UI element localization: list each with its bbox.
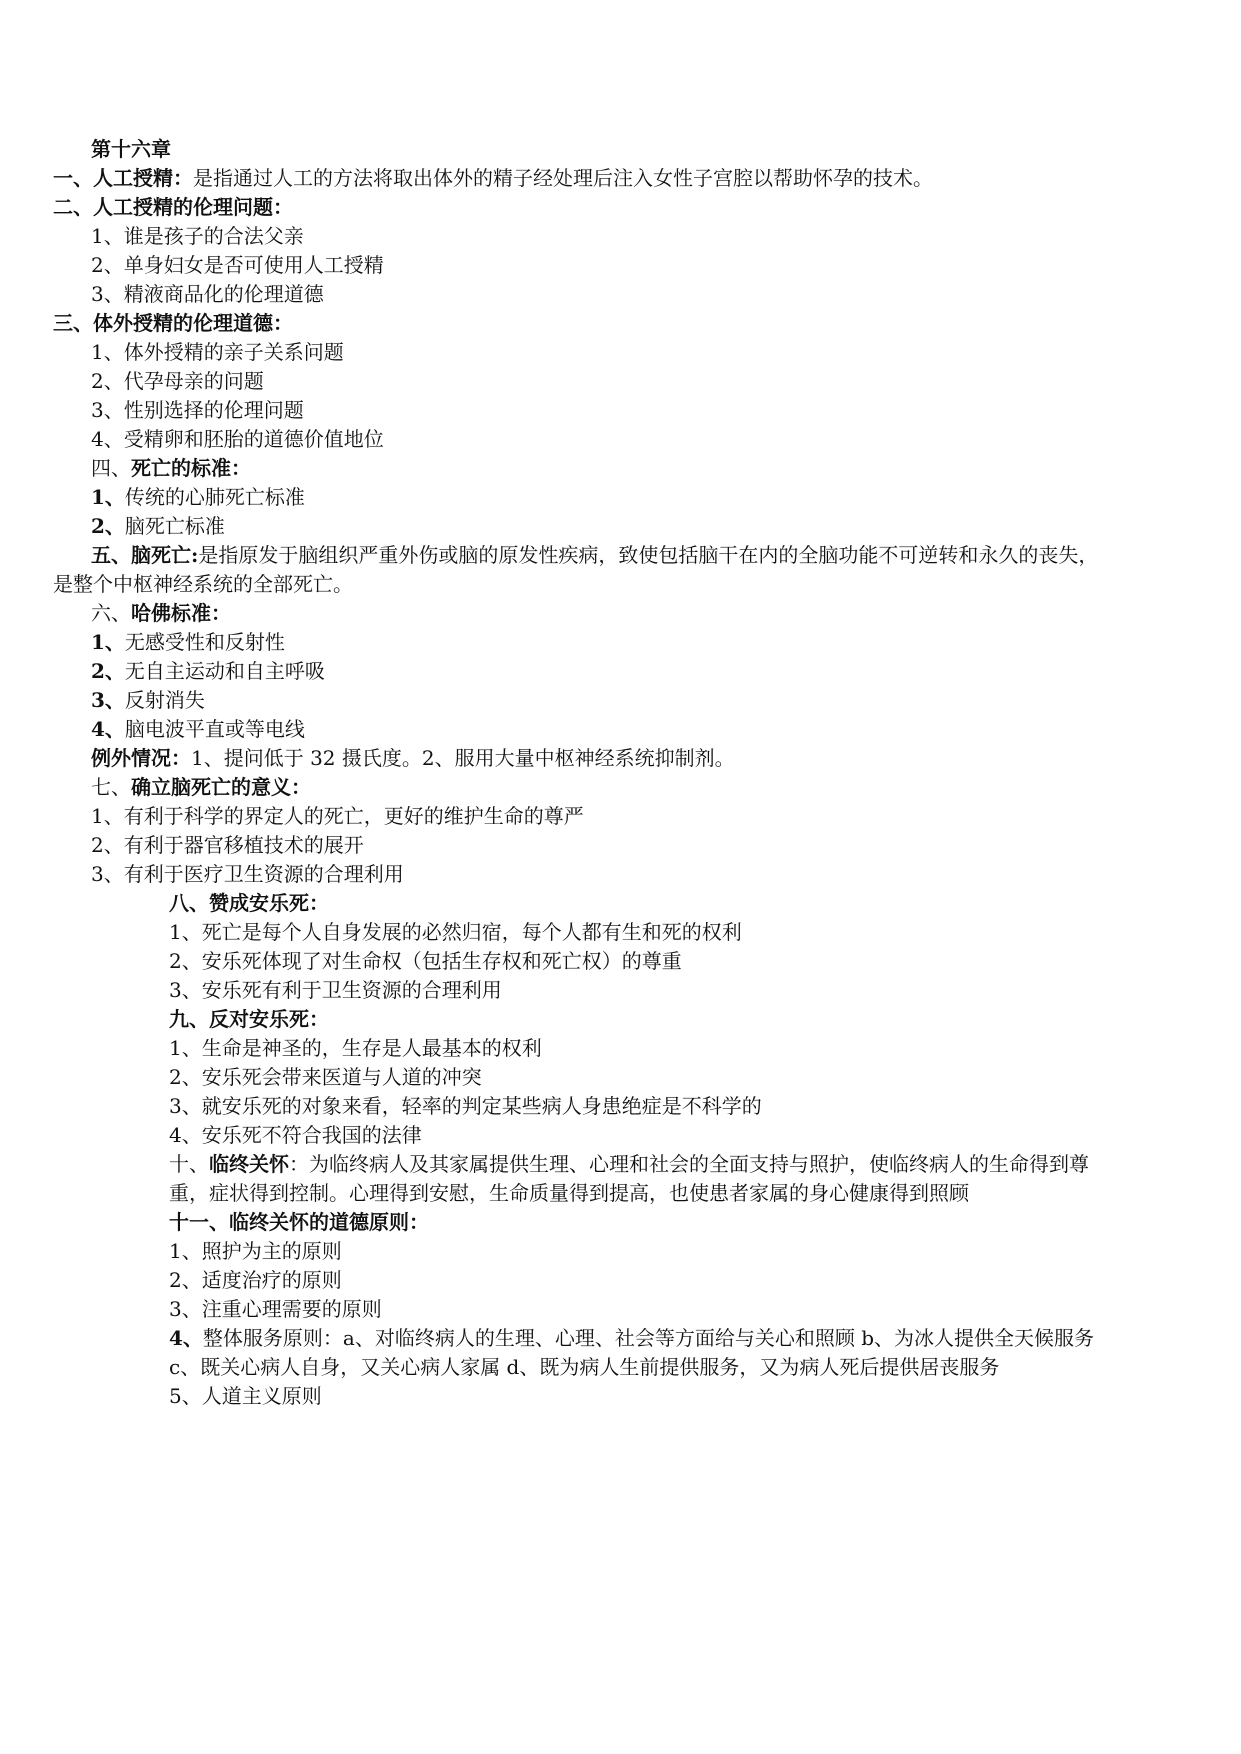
section-4-item-1: 1、传统的心肺死亡标准 [91, 485, 305, 509]
section-3-item-3: 3、性别选择的伦理问题 [91, 398, 304, 422]
section-3-item-1: 1、体外授精的亲子关系问题 [91, 340, 344, 364]
section-7-item-2: 2、有利于器官移植技术的展开 [91, 833, 364, 857]
section-2-heading: 二、人工授精的伦理问题： [53, 195, 293, 219]
section-11-heading: 十一、临终关怀的道德原则： [169, 1210, 429, 1234]
section-6-exception: 例外情况：1、提问低于 32 摄氏度。2、服用大量中枢神经系统抑制剂。 [91, 746, 735, 770]
section-11-item-2: 2、适度治疗的原则 [169, 1268, 342, 1292]
section-4-heading: 四、死亡的标准： [91, 456, 251, 480]
section-11-item-4-line-2: c、既关心病人自身，又关心病人家属 d、既为病人生前提供服务，又为病人死后提供居丧服务 [169, 1355, 1000, 1379]
chapter-title: 第十六章 [91, 137, 171, 161]
section-3-item-2: 2、代孕母亲的问题 [91, 369, 264, 393]
section-11-item-5: 5、人道主义原则 [169, 1384, 322, 1408]
section-6-item-3: 3、反射消失 [91, 688, 205, 712]
section-2-item-1: 1、谁是孩子的合法父亲 [91, 224, 304, 248]
section-9-item-2: 2、安乐死会带来医道与人道的冲突 [169, 1065, 482, 1089]
section-6-item-1: 1、无感受性和反射性 [91, 630, 285, 654]
section-2-item-2: 2、单身妇女是否可使用人工授精 [91, 253, 384, 277]
section-1-heading: 一、人工授精： [53, 166, 193, 190]
section-7-heading: 七、确立脑死亡的意义： [91, 775, 311, 799]
section-5-line-2: 是整个中枢神经系统的全部死亡。 [53, 572, 353, 596]
section-5-line-1: 五、脑死亡:是指原发于脑组织严重外伤或脑的原发性疾病，致使包括脑干在内的全脑功能不可逆转和永久的丧失， [91, 543, 1099, 567]
section-8-item-3: 3、安乐死有利于卫生资源的合理利用 [169, 978, 502, 1002]
section-9-heading: 九、反对安乐死： [169, 1007, 329, 1031]
section-1-text: 是指通过人工的方法将取出体外的精子经处理后注入女性子宫腔以帮助怀孕的技术。 [193, 166, 933, 190]
section-7-item-1: 1、有利于科学的界定人的死亡，更好的维护生命的尊严 [91, 804, 584, 828]
section-3-item-4: 4、受精卵和胚胎的道德价值地位 [91, 427, 384, 451]
section-6-heading: 六、哈佛标准： [91, 601, 231, 625]
section-6-item-2: 2、无自主运动和自主呼吸 [91, 659, 325, 683]
section-4-item-2: 2、脑死亡标准 [91, 514, 225, 538]
section-10-line-2: 重，症状得到控制。心理得到安慰，生命质量得到提高，也使患者家属的身心健康得到照顾 [169, 1181, 969, 1205]
section-10-heading: 临终关怀 [209, 1152, 289, 1176]
section-8-item-1: 1、死亡是每个人自身发展的必然归宿，每个人都有生和死的权利 [169, 920, 742, 944]
section-9-item-3: 3、就安乐死的对象来看，轻率的判定某些病人身患绝症是不科学的 [169, 1094, 762, 1118]
section-11-item-1: 1、照护为主的原则 [169, 1239, 342, 1263]
section-6-item-4: 4、脑电波平直或等电线 [91, 717, 305, 741]
section-5-heading: 五、脑死亡: [91, 543, 199, 567]
section-1-line [53, 163, 933, 193]
section-9-item-4: 4、安乐死不符合我国的法律 [169, 1123, 422, 1147]
section-11-item-4-line-1: 4、整体服务原则：a、对临终病人的生理、心理、社会等方面给与关心和照顾 b、为冰人提供全天候服务 [169, 1326, 1095, 1350]
section-7-item-3: 3、有利于医疗卫生资源的合理利用 [91, 862, 404, 886]
section-8-item-2: 2、安乐死体现了对生命权（包括生存权和死亡权）的尊重 [169, 949, 682, 973]
section-10-line-1: 十、临终关怀：为临终病人及其家属提供生理、心理和社会的全面支持与照护，使临终病人的生命得到尊 [169, 1152, 1089, 1176]
section-8-heading: 八、赞成安乐死： [169, 891, 329, 915]
section-9-item-1: 1、生命是神圣的，生存是人最基本的权利 [169, 1036, 542, 1060]
section-11-item-3: 3、注重心理需要的原则 [169, 1297, 382, 1321]
section-2-item-3: 3、精液商品化的伦理道德 [91, 282, 324, 306]
section-3-heading: 三、体外授精的伦理道德： [53, 311, 293, 335]
